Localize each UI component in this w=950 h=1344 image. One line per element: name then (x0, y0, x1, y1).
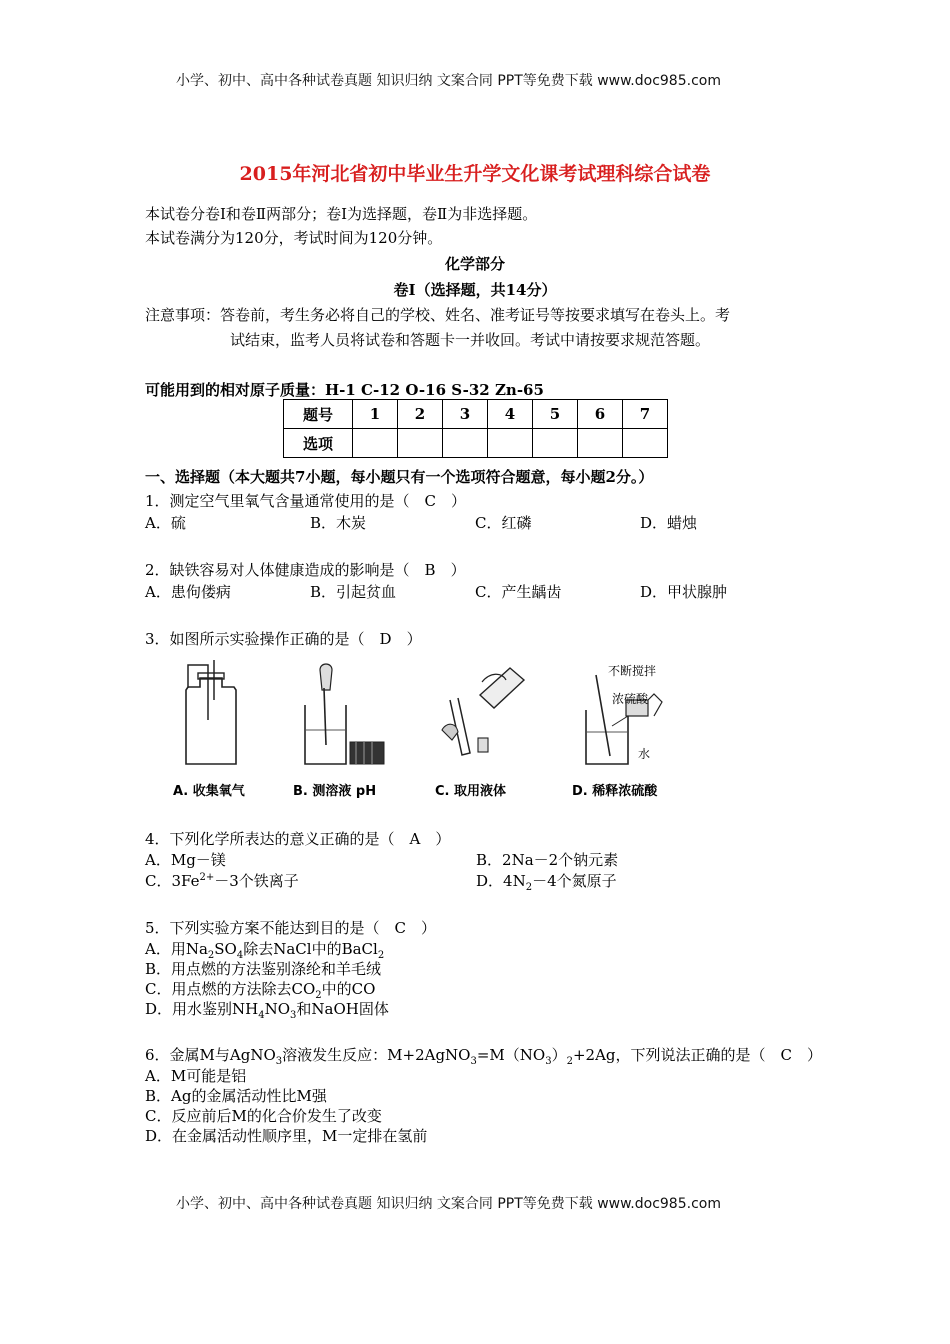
q5d-1: D．用水鉴别NH (145, 1000, 259, 1018)
q6-sub3: 3 (545, 1056, 552, 1067)
answer-cell[interactable] (578, 429, 623, 458)
question-5-option-b: B．用点燃的方法鉴别涤纶和羊毛绒 (145, 960, 382, 978)
table-cell: 6 (578, 400, 623, 429)
figure-c-liquid-pouring (432, 660, 532, 770)
q5a-6: 2 (377, 950, 385, 961)
atomic-mass-line: 可能用到的相对原子质量：H-1 C-12 O-16 S-32 Zn-65 (145, 381, 544, 399)
table-cell: 5 (533, 400, 578, 429)
q6-sub4: 2 (566, 1056, 573, 1067)
q4d-sub: 2 (525, 882, 533, 893)
table-cell: 7 (623, 400, 668, 429)
question-6-option-b: B．Ag的金属活动性比M强 (145, 1087, 327, 1105)
table-cell: 2 (398, 400, 443, 429)
question-2-option-d: D．甲状腺肿 (640, 583, 728, 601)
figure-d-label-acid: 浓硫酸 (612, 692, 649, 706)
q5d-3: NO (264, 1000, 291, 1018)
q6-mid1: 溶液发生反应：M+2AgNO (282, 1046, 471, 1064)
q4c-post: －3个铁离子 (214, 872, 299, 890)
volume-title: 卷Ⅰ（选择题，共14分） (393, 281, 557, 299)
q5d-5: 和NaOH固体 (296, 1000, 389, 1018)
q5c-2: 2 (315, 990, 322, 1001)
question-6-option-d: D．在金属活动性顺序里，M一定排在氢前 (145, 1127, 428, 1145)
question-3-stem: 3．如图所示实验操作正确的是（ D ） (145, 630, 422, 648)
question-4-option-a: A．Mg－镁 (145, 851, 226, 869)
question-2-option-b: B．引起贫血 (310, 583, 397, 601)
question-1-stem: 1．测定空气里氧气含量通常使用的是（ C ） (145, 492, 467, 510)
part-heading: 一、选择题（本大题共7小题，每小题只有一个选项符合题意，每小题2分。） (145, 468, 654, 486)
q4d-pre: D．4N (476, 872, 526, 890)
question-6-stem (145, 1044, 822, 1067)
question-1-option-c: C．红磷 (475, 514, 532, 532)
q5d-2: 4 (258, 1010, 265, 1021)
q6-sub2: 3 (470, 1056, 477, 1067)
exam-title: 2015年河北省初中毕业生升学文化课考试理科综合试卷 (239, 163, 711, 185)
question-5-stem: 5．下列实验方案不能达到目的是（ C ） (145, 919, 437, 937)
table-header-cell: 选项 (284, 429, 353, 458)
figure-b-caption: B. 测溶液 pH (293, 784, 377, 799)
table-cell: 4 (488, 400, 533, 429)
figure-d-label-water: 水 (638, 747, 651, 761)
answer-cell[interactable] (398, 429, 443, 458)
q6-mid3: ） (551, 1046, 567, 1064)
q5a-1: A．用Na (145, 940, 208, 958)
q5d-4: 3 (290, 1010, 297, 1021)
notice-line-2: 试结束，监考人员将试卷和答题卡一并收回。考试中请按要求规范答题。 (230, 331, 711, 349)
question-6-option-c: C．反应前后M的化合价发生了改变 (145, 1107, 382, 1125)
question-5-option-d (145, 998, 389, 1021)
q6-mid2: =M（NO (476, 1046, 546, 1064)
table-cell: 3 (443, 400, 488, 429)
question-4-stem: 4．下列化学所表达的意义正确的是（ A ） (145, 830, 451, 848)
table-row (284, 429, 668, 458)
q4c-sup: 2+ (199, 872, 215, 883)
figure-b-ph-test (300, 660, 390, 770)
q5a-3: SO (214, 940, 237, 958)
section-title: 化学部分 (444, 255, 505, 273)
figure-d-label-stir: 不断搅拌 (608, 664, 657, 678)
question-2-option-a: A．患佝偻病 (145, 583, 231, 601)
answer-table (283, 399, 668, 458)
q6-post: +2Ag，下列说法正确的是（ C ） (572, 1046, 823, 1064)
q4c-pre: C．3Fe (145, 872, 200, 890)
table-header-cell: 题号 (284, 400, 353, 429)
figure-a-gas-collection (178, 660, 248, 770)
q5a-2: 2 (207, 950, 215, 961)
figure-d-caption: D. 稀释浓硫酸 (572, 784, 658, 799)
figure-c-caption: C. 取用液体 (435, 784, 507, 799)
table-cell: 1 (353, 400, 398, 429)
question-1-option-a: A．硫 (145, 514, 186, 532)
q5c-3: 中的CO (321, 980, 376, 998)
answer-cell[interactable] (488, 429, 533, 458)
notice-line-1: 注意事项：答卷前，考生务必将自己的学校、姓名、准考证号等按要求填写在卷头上。考 (145, 306, 731, 324)
q6-pre: 6．金属M与AgNO (145, 1046, 276, 1064)
q4d-post: －4个氮原子 (532, 872, 617, 890)
q6-sub1: 3 (275, 1056, 283, 1067)
question-4-option-d (476, 870, 617, 893)
question-1-option-b: B．木炭 (310, 514, 367, 532)
question-4-option-b: B．2Na－2个钠元素 (476, 851, 619, 869)
q5a-4: 4 (236, 950, 244, 961)
intro-line-2: 本试卷满分为120分，考试时间为120分钟。 (145, 229, 443, 247)
answer-cell[interactable] (533, 429, 578, 458)
question-6-option-a: A．M可能是铝 (145, 1067, 247, 1085)
question-2-stem: 2．缺铁容易对人体健康造成的影响是（ B ） (145, 561, 466, 579)
page-footer: 小学、初中、高中各种试卷真题 知识归纳 文案合同 PPT等免费下载 www.doc985.com (176, 1196, 721, 1212)
question-2-option-c: C．产生龋齿 (475, 583, 562, 601)
figure-a-caption: A. 收集氧气 (173, 784, 245, 799)
question-4-option-c (145, 870, 299, 891)
answer-cell[interactable] (353, 429, 398, 458)
answer-cell[interactable] (443, 429, 488, 458)
answer-cell[interactable] (623, 429, 668, 458)
page-header: 小学、初中、高中各种试卷真题 知识归纳 文案合同 PPT等免费下载 www.doc985.com (176, 73, 721, 89)
table-row (284, 400, 668, 429)
intro-line-1: 本试卷分卷Ⅰ和卷Ⅱ两部分；卷Ⅰ为选择题，卷Ⅱ为非选择题。 (145, 205, 538, 223)
question-1-option-d: D．蜡烛 (640, 514, 698, 532)
q5c-1: C．用点燃的方法除去CO (145, 980, 316, 998)
q5a-5: 除去NaCl中的BaCl (243, 940, 378, 958)
